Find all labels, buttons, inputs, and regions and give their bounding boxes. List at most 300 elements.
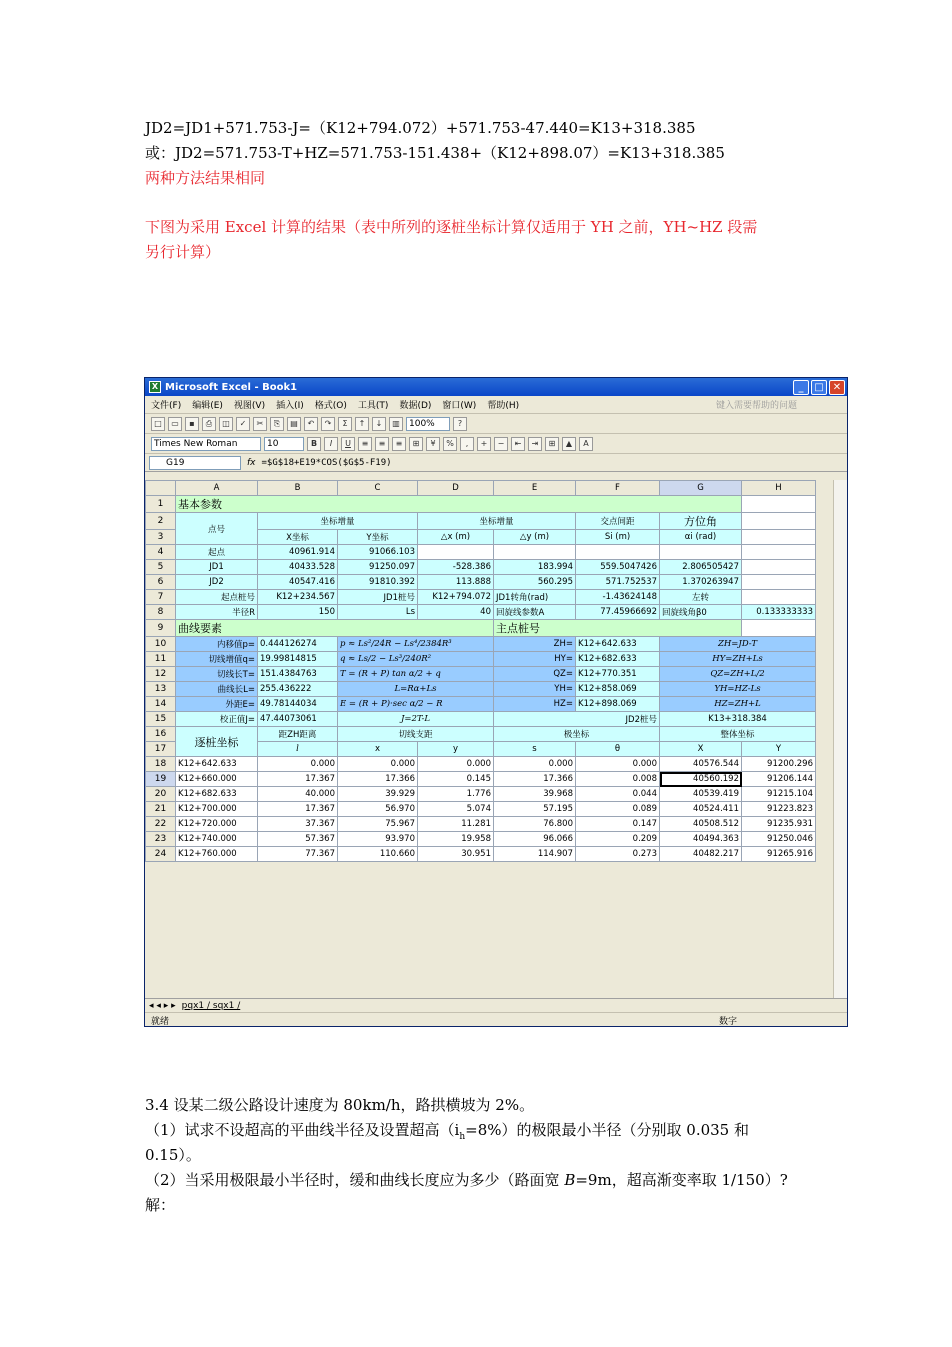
cell[interactable]: αi (rad)	[660, 530, 742, 545]
cell[interactable]: θ	[576, 742, 660, 757]
cell[interactable]: 91250.046	[742, 832, 816, 847]
formula-image: T = (R + P) tan α/2 + q	[338, 667, 494, 682]
table-row	[146, 620, 816, 637]
sort-desc-icon[interactable]: ↓	[372, 417, 386, 431]
cell[interactable]: 113.888	[418, 575, 494, 590]
cell[interactable]: 内移值p=	[176, 637, 258, 652]
cell[interactable]: 77.367	[258, 847, 338, 862]
cell[interactable]: 回旋线角β0	[660, 605, 742, 620]
question-part-2-text-b: =9m，超高渐变率取 1/150）?	[575, 1171, 788, 1189]
cell[interactable]: J=2T-L	[338, 712, 494, 727]
cell[interactable]: 40539.419	[660, 787, 742, 802]
cell[interactable]: 0.145	[418, 772, 494, 787]
cell[interactable]: 坐标增量	[258, 513, 418, 530]
zoom-select[interactable]: 100%	[406, 417, 450, 431]
cell[interactable]	[742, 560, 816, 575]
table-row	[146, 847, 816, 862]
cell[interactable]	[742, 530, 816, 545]
column-header-e[interactable]: E	[494, 481, 576, 496]
redo-icon[interactable]: ↷	[321, 417, 335, 431]
cell[interactable]	[742, 575, 816, 590]
table-row	[146, 727, 816, 742]
cell[interactable]: 56.970	[338, 802, 418, 817]
cell[interactable]: 183.994	[494, 560, 576, 575]
cell[interactable]: ZH=	[494, 637, 576, 652]
table-row	[146, 757, 816, 772]
row-header[interactable]: 8	[146, 605, 176, 620]
cell[interactable]: 37.367	[258, 817, 338, 832]
cell[interactable]: 30.951	[418, 847, 494, 862]
window-title: Microsoft Excel - Book1	[165, 381, 298, 393]
cell[interactable]: 49.78144034	[258, 697, 338, 712]
fill-color-icon[interactable]: ▲	[562, 437, 576, 451]
cell[interactable]: s	[494, 742, 576, 757]
cell[interactable]: 1.776	[418, 787, 494, 802]
cell[interactable]: 17.367	[258, 772, 338, 787]
cell[interactable]: 0.000	[258, 757, 338, 772]
cell[interactable]: JD2桩号	[494, 712, 660, 727]
stake-cell[interactable]: K12+760.000	[176, 847, 258, 862]
cell[interactable]: 17.366	[494, 772, 576, 787]
cell[interactable]: 0.444126274	[258, 637, 338, 652]
cell[interactable]: 坐标增量	[418, 513, 576, 530]
cell[interactable]: 0.147	[576, 817, 660, 832]
cell[interactable]: 255.436222	[258, 682, 338, 697]
align-right-icon[interactable]: ≡	[392, 437, 406, 451]
cell[interactable]: 91235.931	[742, 817, 816, 832]
cell[interactable]: 40961.914	[258, 545, 338, 560]
cell[interactable]: 96.066	[494, 832, 576, 847]
cell[interactable]	[742, 513, 816, 530]
vertical-scrollbar[interactable]	[833, 480, 847, 998]
cell[interactable]: △x (m)	[418, 530, 494, 545]
decrease-decimal-icon[interactable]: −	[494, 437, 508, 451]
excel-note-line-2: 另行计算）	[145, 243, 221, 261]
cell[interactable]	[742, 545, 816, 560]
formula-image: q ≈ Ls/2 − Ls³/240R²	[338, 652, 494, 667]
cell[interactable]: 91223.823	[742, 802, 816, 817]
merge-icon[interactable]: ⊞	[409, 437, 423, 451]
tab-nav-icon[interactable]: ◂ ◂ ▸ ▸	[149, 1000, 176, 1011]
menu-window[interactable]: 窗口(W)	[442, 401, 477, 411]
cell[interactable]: 91810.392	[338, 575, 418, 590]
cell[interactable]: 17.366	[338, 772, 418, 787]
row-header[interactable]: 7	[146, 590, 176, 605]
cell[interactable]: 外距E=	[176, 697, 258, 712]
cell[interactable]: K12+682.633	[576, 652, 660, 667]
cell[interactable]: -1.43624148	[576, 590, 660, 605]
cell[interactable]: YH=	[494, 682, 576, 697]
cell[interactable]: 93.970	[338, 832, 418, 847]
cell[interactable]: Y	[742, 742, 816, 757]
cell[interactable]: 91250.097	[338, 560, 418, 575]
cell[interactable]: K12+858.069	[576, 682, 660, 697]
cell[interactable]: 0.089	[576, 802, 660, 817]
question-part-1	[145, 1118, 749, 1150]
formula-image: E = (R + P)·sec α/2 − R	[338, 697, 494, 712]
question-title: 3.4 设某二级公路设计速度为 80km/h，路拱横坡为 2%。	[145, 1096, 535, 1114]
cell[interactable]: 40547.416	[258, 575, 338, 590]
cell[interactable]: 0.000	[576, 757, 660, 772]
cell[interactable]: 切线长T=	[176, 667, 258, 682]
row-header[interactable]: 20	[146, 787, 176, 802]
help-icon[interactable]: ?	[453, 417, 467, 431]
cell[interactable]: 1.370263947	[660, 575, 742, 590]
cell[interactable]: 40494.363	[660, 832, 742, 847]
excel-note-line-1: 下图为采用 Excel 计算的结果（表中所列的逐桩坐标计算仅适用于 YH 之前，YH~HZ 段需	[145, 218, 758, 236]
open-icon[interactable]: ▭	[168, 417, 182, 431]
cell[interactable]: 57.367	[258, 832, 338, 847]
preview-icon[interactable]: ◫	[219, 417, 233, 431]
excel-logo-icon: X	[149, 381, 161, 393]
minimize-button[interactable]: _	[793, 380, 809, 395]
column-header-row	[146, 481, 816, 496]
cell[interactable]: 40482.217	[660, 847, 742, 862]
cell[interactable]	[418, 545, 494, 560]
stake-cell[interactable]: K12+740.000	[176, 832, 258, 847]
menu-bar	[145, 396, 847, 414]
percent-icon[interactable]: %	[443, 437, 457, 451]
spell-icon[interactable]: ✓	[236, 417, 250, 431]
function-icon[interactable]: fx	[247, 457, 256, 468]
cell[interactable]: 559.5047426	[576, 560, 660, 575]
cell[interactable]: 91206.144	[742, 772, 816, 787]
cell[interactable]: K12+234.567	[258, 590, 338, 605]
question-part-1-cont: 0.15）。	[145, 1146, 201, 1164]
cell[interactable]: L=Rα+Ls	[338, 682, 494, 697]
cell[interactable]: HY=ZH+Ls	[660, 652, 816, 667]
align-center-icon[interactable]: ≡	[375, 437, 389, 451]
cell[interactable]	[742, 496, 816, 513]
cell[interactable]: 校正值J=	[176, 712, 258, 727]
cell[interactable]: 0.000	[494, 757, 576, 772]
sort-asc-icon[interactable]: ↑	[355, 417, 369, 431]
row-header[interactable]: 16	[146, 727, 176, 742]
row-header[interactable]: 24	[146, 847, 176, 862]
row-header[interactable]: 19	[146, 772, 176, 787]
close-button[interactable]: ✕	[829, 380, 845, 395]
cell[interactable]: HZ=	[494, 697, 576, 712]
undo-icon[interactable]: ↶	[304, 417, 318, 431]
stake-cell[interactable]: K12+682.633	[176, 787, 258, 802]
cell[interactable]: K12+898.069	[576, 697, 660, 712]
formula-bar	[145, 454, 847, 472]
row-header[interactable]: 9	[146, 620, 176, 637]
cell[interactable]: YH=HZ-Ls	[660, 682, 816, 697]
row-header[interactable]: 14	[146, 697, 176, 712]
maximize-button[interactable]: □	[811, 380, 827, 395]
italic-icon[interactable]: I	[324, 437, 338, 451]
menu-insert[interactable]: 插入(I)	[276, 401, 304, 411]
table-row	[146, 652, 816, 667]
cell[interactable]: 19.99814815	[258, 652, 338, 667]
cell[interactable]: 40524.411	[660, 802, 742, 817]
cell[interactable]: 110.660	[338, 847, 418, 862]
cell[interactable]: 91265.916	[742, 847, 816, 862]
table-row	[146, 496, 816, 513]
cell[interactable]: HY=	[494, 652, 576, 667]
table-row	[146, 605, 816, 620]
formula-image: p ≈ Ls²/24R − Ls⁴/2384R³	[338, 637, 494, 652]
cell[interactable]: X	[660, 742, 742, 757]
outdent-icon[interactable]: ⇤	[511, 437, 525, 451]
standard-toolbar	[145, 414, 847, 434]
row-header[interactable]: 15	[146, 712, 176, 727]
cell[interactable]: 0.008	[576, 772, 660, 787]
question-part-2-text-a: （2）当采用极限最小半径时，缓和曲线长度应为多少（路面宽	[145, 1171, 565, 1189]
sum-icon[interactable]: Σ	[338, 417, 352, 431]
chart-icon[interactable]: ▥	[389, 417, 403, 431]
equation-line-1: JD2=JD1+571.753-J=（K12+794.072）+571.753-47.440=K13+318.385	[145, 119, 696, 137]
cell[interactable]	[660, 545, 742, 560]
table-row	[146, 712, 816, 727]
cell[interactable]	[576, 545, 660, 560]
status-ready: 就绪	[151, 1016, 170, 1027]
cell[interactable]: HZ=ZH+L	[660, 697, 816, 712]
row-header[interactable]: 3	[146, 530, 176, 545]
cell[interactable]: y	[418, 742, 494, 757]
stake-rows	[146, 757, 816, 862]
cell[interactable]	[742, 620, 816, 637]
table-row	[146, 772, 816, 787]
cell[interactable]: 逐桩坐标	[176, 727, 258, 757]
cell[interactable]: Ls	[338, 605, 418, 620]
cell[interactable]: 91066.103	[338, 545, 418, 560]
menu-data[interactable]: 数据(D)	[399, 401, 432, 411]
cell[interactable]: l	[258, 742, 338, 757]
cell[interactable]: 整体坐标	[660, 727, 816, 742]
cell[interactable]: 0.133333333	[742, 605, 816, 620]
row-header[interactable]: 22	[146, 817, 176, 832]
question-part-1-text-b: =8%）的极限最小半径（分别取 0.035 和	[465, 1121, 749, 1139]
cell[interactable]: 19.958	[418, 832, 494, 847]
cell[interactable]	[742, 590, 816, 605]
question-part-1-subscript: h	[459, 1132, 466, 1142]
cell[interactable]: ZH=JD-T	[660, 637, 816, 652]
cell[interactable]: 91200.296	[742, 757, 816, 772]
cell[interactable]: 150	[258, 605, 338, 620]
menu-format[interactable]: 格式(O)	[314, 401, 347, 411]
column-header-b[interactable]: B	[258, 481, 338, 496]
cell[interactable]: 切线支距	[338, 727, 494, 742]
menu-tools[interactable]: 工具(T)	[357, 401, 389, 411]
borders-icon[interactable]: ⊞	[545, 437, 559, 451]
table-row	[146, 513, 816, 530]
increase-decimal-icon[interactable]: +	[477, 437, 491, 451]
cell[interactable]: 39.929	[338, 787, 418, 802]
cell[interactable]: 0.000	[338, 757, 418, 772]
cell[interactable]: 起点	[176, 545, 258, 560]
sheet-tab-list[interactable]: pqx1 / sqx1 /	[181, 1000, 241, 1011]
stake-cell[interactable]: K12+700.000	[176, 802, 258, 817]
cell[interactable]: 距ZH距离	[258, 727, 338, 742]
new-icon[interactable]: □	[151, 417, 165, 431]
table-row	[146, 787, 816, 802]
cell[interactable]: x	[338, 742, 418, 757]
stake-cell[interactable]: K12+720.000	[176, 817, 258, 832]
save-icon[interactable]: ▪	[185, 417, 199, 431]
cell[interactable]: 2.806505427	[660, 560, 742, 575]
cell[interactable]: QZ=ZH+L/2	[660, 667, 816, 682]
column-header-h[interactable]: H	[742, 481, 816, 496]
cell[interactable]: 曲线长L=	[176, 682, 258, 697]
table-row	[146, 637, 816, 652]
comma-icon[interactable]: ,	[460, 437, 474, 451]
row-header[interactable]: 18	[146, 757, 176, 772]
copy-icon[interactable]: ⎘	[270, 417, 284, 431]
cell[interactable]: K12+794.072	[418, 590, 494, 605]
table-row	[146, 802, 816, 817]
cell[interactable]: 571.752537	[576, 575, 660, 590]
cell[interactable]: 交点间距	[576, 513, 660, 530]
cell[interactable]: 5.074	[418, 802, 494, 817]
answer-label: 解：	[145, 1196, 176, 1214]
cell[interactable]: 75.967	[338, 817, 418, 832]
cell[interactable]: Si (m)	[576, 530, 660, 545]
cut-icon[interactable]: ✂	[253, 417, 267, 431]
cell[interactable]: 77.45966692	[576, 605, 660, 620]
row-header[interactable]: 23	[146, 832, 176, 847]
equation-line-2: 或：JD2=571.753-T+HZ=571.753-151.438+（K12+898.07）=K13+318.385	[145, 144, 725, 162]
cell[interactable]: 114.907	[494, 847, 576, 862]
underline-icon[interactable]: U	[341, 437, 355, 451]
formula-input[interactable]: =$G$18+E19*COS($G$5-F19)	[261, 457, 392, 468]
question-part-2	[145, 1168, 788, 1193]
cell[interactable]: 极坐标	[494, 727, 660, 742]
cell[interactable]: 方位角	[660, 513, 742, 530]
stake-cell[interactable]: K12+660.000	[176, 772, 258, 787]
row-header[interactable]: 11	[146, 652, 176, 667]
sheet-tabs	[145, 998, 847, 1012]
menu-file[interactable]: 文件(F)	[151, 401, 182, 411]
align-left-icon[interactable]: ≡	[358, 437, 372, 451]
table-row	[146, 667, 816, 682]
section-main-stakes[interactable]: 主点桩号	[494, 620, 742, 637]
section-basic-params[interactable]: 基本参数	[176, 496, 742, 513]
cell[interactable]: K13+318.384	[660, 712, 816, 727]
cell[interactable]: JD2	[176, 575, 258, 590]
row-header[interactable]: 21	[146, 802, 176, 817]
column-header-f[interactable]: F	[576, 481, 660, 496]
table-row	[146, 682, 816, 697]
column-header-a[interactable]: A	[176, 481, 258, 496]
cell[interactable]: 0.273	[576, 847, 660, 862]
stake-cell[interactable]: K12+642.633	[176, 757, 258, 772]
row-header[interactable]: 2	[146, 513, 176, 530]
table-row	[146, 832, 816, 847]
font-select[interactable]: Times New Roman	[151, 437, 261, 451]
menu-edit[interactable]: 编辑(E)	[192, 401, 223, 411]
cell[interactable]: 17.367	[258, 802, 338, 817]
indent-icon[interactable]: ⇥	[528, 437, 542, 451]
row-header[interactable]: 13	[146, 682, 176, 697]
spreadsheet-grid	[145, 480, 816, 862]
bold-icon[interactable]: B	[307, 437, 321, 451]
menu-view[interactable]: 视图(V)	[233, 401, 266, 411]
row-header[interactable]: 10	[146, 637, 176, 652]
cell[interactable]: K12+642.633	[576, 637, 660, 652]
table-row	[146, 590, 816, 605]
column-header-d[interactable]: D	[418, 481, 494, 496]
format-toolbar	[145, 434, 847, 454]
cell[interactable]: 起点桩号	[176, 590, 258, 605]
row-header[interactable]: 17	[146, 742, 176, 757]
paste-icon[interactable]: ▤	[287, 417, 301, 431]
table-row	[146, 560, 816, 575]
cell[interactable]: 76.800	[494, 817, 576, 832]
cell[interactable]: 40	[418, 605, 494, 620]
title-bar	[145, 378, 847, 396]
status-num-lock: 数字	[718, 1016, 737, 1027]
cell[interactable]: JD1桩号	[338, 590, 418, 605]
cell[interactable]: 0.044	[576, 787, 660, 802]
cell[interactable]: X坐标	[258, 530, 338, 545]
table-row	[146, 545, 816, 560]
excel-window	[144, 377, 848, 1027]
cell[interactable]: 回旋线参数A	[494, 605, 576, 620]
help-search-input[interactable]: 键入需要帮助的问题	[715, 401, 797, 411]
cell[interactable]: 左转	[660, 590, 742, 605]
font-size-select[interactable]: 10	[264, 437, 304, 451]
cell[interactable]: △y (m)	[494, 530, 576, 545]
currency-icon[interactable]: ¥	[426, 437, 440, 451]
name-box[interactable]: G19	[149, 456, 241, 470]
cell[interactable]: 151.4384763	[258, 667, 338, 682]
cell[interactable]: 半径R	[176, 605, 258, 620]
row-header[interactable]: 1	[146, 496, 176, 513]
conclusion-line: 两种方法结果相同	[145, 169, 266, 187]
section-curve-elements[interactable]: 曲线要素	[176, 620, 494, 637]
cell[interactable]: -528.386	[418, 560, 494, 575]
cell[interactable]: JD1	[176, 560, 258, 575]
cell[interactable]: 57.195	[494, 802, 576, 817]
cell[interactable]: Y坐标	[338, 530, 418, 545]
cell[interactable]: 91215.104	[742, 787, 816, 802]
cell[interactable]: 0.000	[418, 757, 494, 772]
cell[interactable]: 0.209	[576, 832, 660, 847]
column-header-g[interactable]: G	[660, 481, 742, 496]
cell[interactable]: QZ=	[494, 667, 576, 682]
cell[interactable]: 切线增值q=	[176, 652, 258, 667]
select-all-corner[interactable]	[146, 481, 176, 496]
row-header[interactable]: 6	[146, 575, 176, 590]
question-part-2-var: B	[564, 1171, 576, 1189]
row-header[interactable]: 4	[146, 545, 176, 560]
cell[interactable]	[494, 545, 576, 560]
cell[interactable]: 点号	[176, 513, 258, 545]
cell[interactable]: 39.968	[494, 787, 576, 802]
cell[interactable]: 40.000	[258, 787, 338, 802]
status-bar	[145, 1012, 847, 1027]
cell[interactable]: 40508.512	[660, 817, 742, 832]
cell[interactable]: 40433.528	[258, 560, 338, 575]
print-icon[interactable]: ⎙	[202, 417, 216, 431]
row-header[interactable]: 12	[146, 667, 176, 682]
menu-help[interactable]: 帮助(H)	[487, 401, 520, 411]
cell[interactable]: K12+770.351	[576, 667, 660, 682]
cell[interactable]: 11.281	[418, 817, 494, 832]
column-header-c[interactable]: C	[338, 481, 418, 496]
cell[interactable]: 47.44073061	[258, 712, 338, 727]
cell[interactable]: 40560.192	[660, 772, 742, 787]
table-row	[146, 575, 816, 590]
font-color-icon[interactable]: A	[579, 437, 593, 451]
table-row	[146, 697, 816, 712]
row-header[interactable]: 5	[146, 560, 176, 575]
cell[interactable]: 560.295	[494, 575, 576, 590]
cell[interactable]: 40576.544	[660, 757, 742, 772]
cell[interactable]: JD1转角(rad)	[494, 590, 576, 605]
